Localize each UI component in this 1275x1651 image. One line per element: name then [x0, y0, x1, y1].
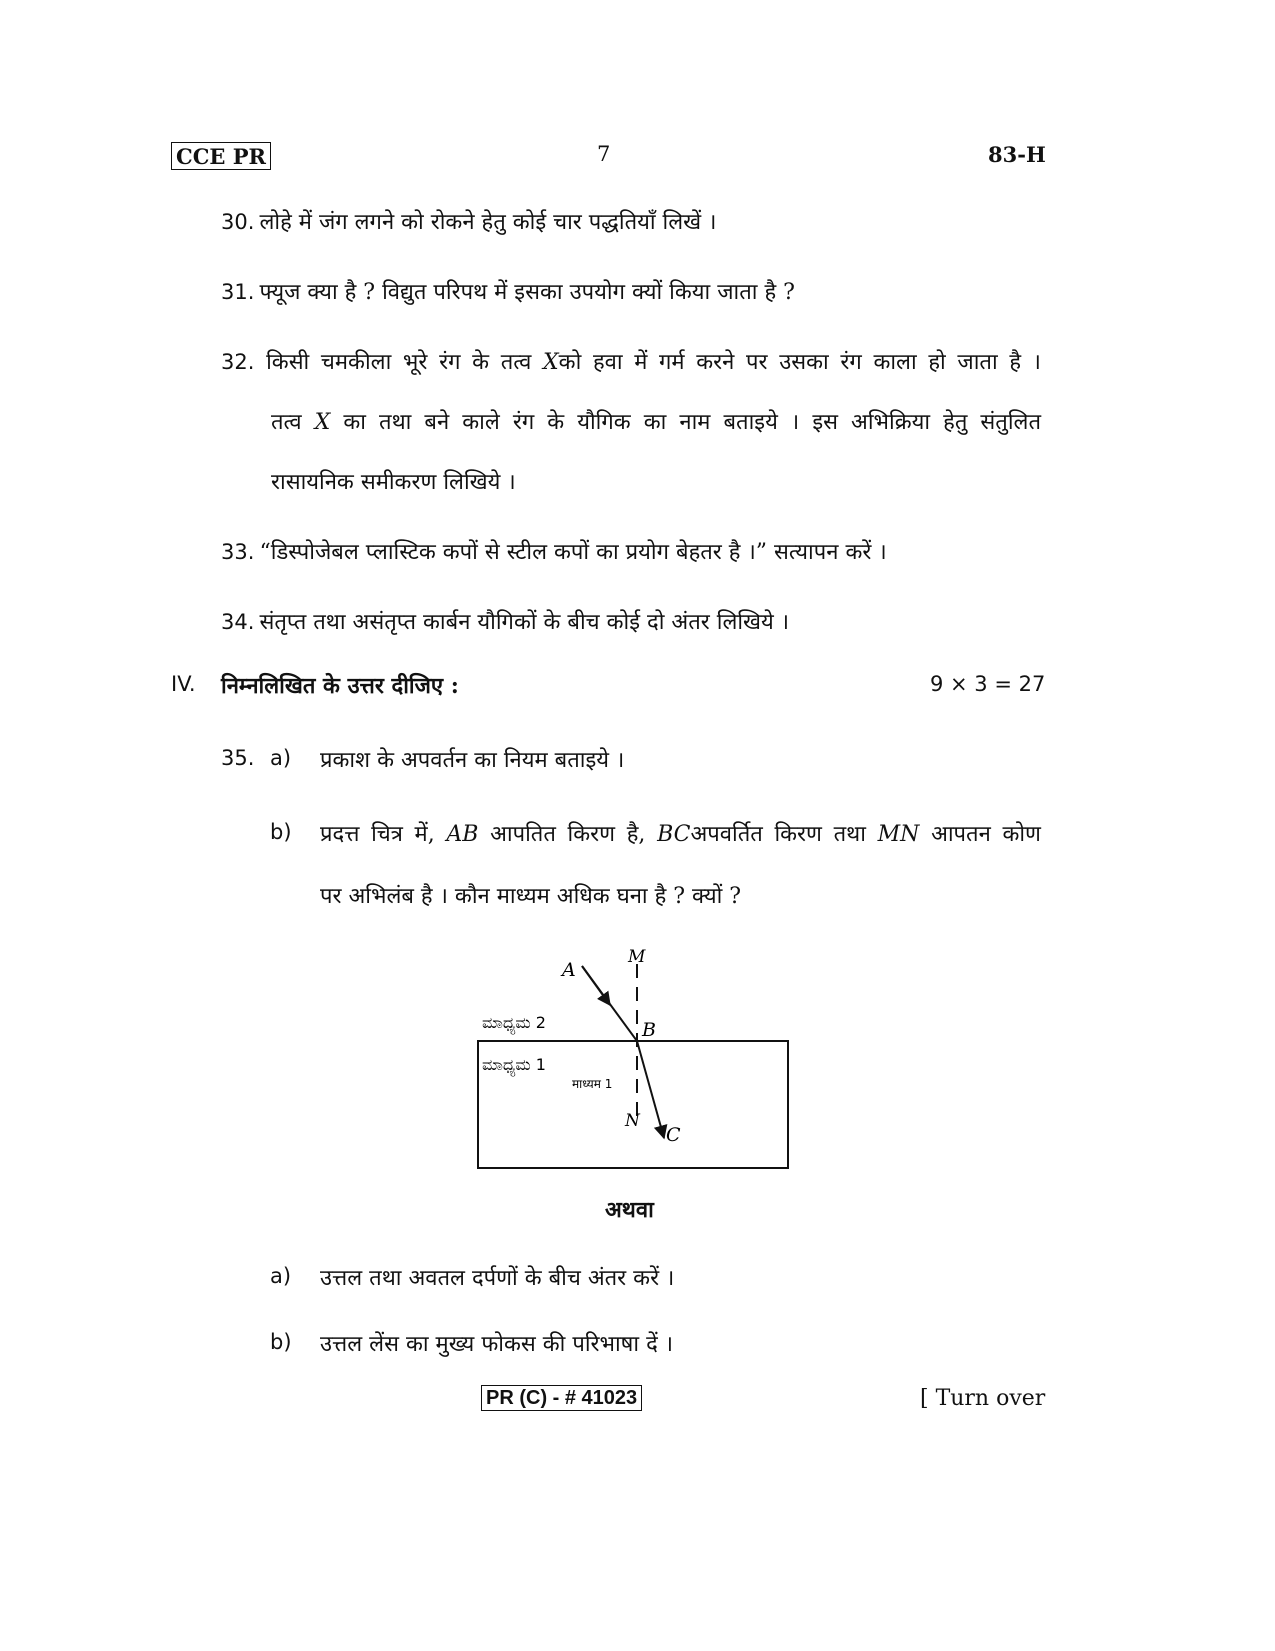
- normal-mn: MN: [877, 822, 920, 847]
- alt-b-text: उत्तल लेंस का मुख्य फोकस की परिभाषा दें ।: [320, 1332, 674, 1357]
- text-segment: आपतन कोण: [931, 822, 1041, 847]
- q35b-line-1: [320, 818, 1041, 848]
- variable-x: X: [543, 350, 559, 375]
- turn-over-text: [ Turn over: [920, 1386, 1046, 1411]
- refraction-diagram: [470, 940, 800, 1180]
- label-m: M: [628, 947, 646, 967]
- ray-bc: BC: [657, 822, 691, 847]
- question-text: लोहे में जंग लगने को रोकने हेतु कोई चार पद्धतियाँ लिखें ।: [259, 210, 717, 235]
- question-32-line-1: [221, 346, 1041, 376]
- question-number: 30.: [221, 210, 255, 234]
- question-text: संतृप्त तथा असंतृप्त कार्बन यौगिकों के बीच कोई दो अंतर लिखिये ।: [259, 610, 790, 635]
- text-segment: को हवा में गर्म करने पर उसका रंग काला हो जाता है ।: [558, 350, 1042, 375]
- label-b: B: [642, 1019, 656, 1041]
- medium-1-hindi-label: माध्यम 1: [572, 1077, 613, 1091]
- text-segment: का तथा बने काले रंग के यौगिक का नाम बताइये । इस अभिक्रिया हेतु संतुलित: [343, 410, 1041, 435]
- question-32-line-2: [271, 406, 1041, 436]
- medium-2-label: ಮಾಧ್ಯಮ 2: [482, 1013, 546, 1032]
- question-34: [221, 606, 789, 636]
- text-segment: प्रदत्त चित्र में,: [320, 822, 435, 847]
- refracted-ray: [637, 1041, 664, 1138]
- text-segment: किसी चमकीला भूरे रंग के तत्व: [266, 350, 532, 375]
- question-number: 33.: [221, 540, 255, 564]
- label-a: A: [562, 959, 576, 981]
- section-title: निम्नलिखित के उत्तर दीजिए :: [221, 673, 459, 699]
- ray-ab: AB: [446, 822, 479, 847]
- text-segment: आपतित किरण है,: [490, 822, 646, 847]
- or-text: अथवा: [605, 1197, 654, 1223]
- question-number: 34.: [221, 610, 255, 634]
- subpart-label: a): [270, 1264, 292, 1288]
- text-segment: तत्व: [271, 410, 302, 435]
- section-marks: 9 × 3 = 27: [930, 672, 1046, 696]
- medium-1-label: ಮಾಧ್ಯಮ 1: [482, 1055, 546, 1074]
- variable-x: X: [314, 410, 331, 435]
- q35b-line-2: पर अभिलंब है । कौन माध्यम अधिक घना है ? क्यों ?: [320, 884, 742, 909]
- question-number: 32.: [221, 350, 255, 374]
- question-31: [221, 276, 795, 306]
- subpart-label: b): [270, 1330, 292, 1354]
- header-code-box: CCE PR: [171, 142, 271, 170]
- page-number: 7: [597, 142, 611, 166]
- question-32-line-3: रासायनिक समीकरण लिखिये ।: [271, 470, 516, 495]
- q35a-text: प्रकाश के अपवर्तन का नियम बताइये ।: [320, 748, 625, 773]
- question-33: [221, 536, 887, 566]
- question-number: 31.: [221, 280, 255, 304]
- paper-code: 83-H: [988, 142, 1046, 167]
- question-text: फ्यूज क्या है ? विद्युत परिपथ में इसका उपयोग क्यों किया जाता है ?: [259, 280, 795, 305]
- label-n: N: [625, 1111, 640, 1131]
- question-text: “डिस्पोजेबल प्लास्टिक कपों से स्टील कपों का प्रयोग बेहतर है ।” सत्यापन करें ।: [259, 540, 887, 565]
- incident-arrow: [582, 966, 610, 1005]
- question-32: [221, 346, 1041, 376]
- question-30: [221, 206, 717, 236]
- subpart-label: b): [270, 820, 292, 844]
- subpart-label: a): [270, 746, 292, 770]
- footer-code-box: PR (C) - # 41023: [481, 1385, 642, 1411]
- label-c: C: [666, 1124, 681, 1146]
- question-number: 35.: [221, 746, 255, 770]
- section-roman: IV.: [171, 672, 196, 696]
- text-segment: अपवर्तित किरण तथा: [690, 822, 866, 847]
- alt-a-text: उत्तल तथा अवतल दर्पणों के बीच अंतर करें ।: [320, 1266, 675, 1291]
